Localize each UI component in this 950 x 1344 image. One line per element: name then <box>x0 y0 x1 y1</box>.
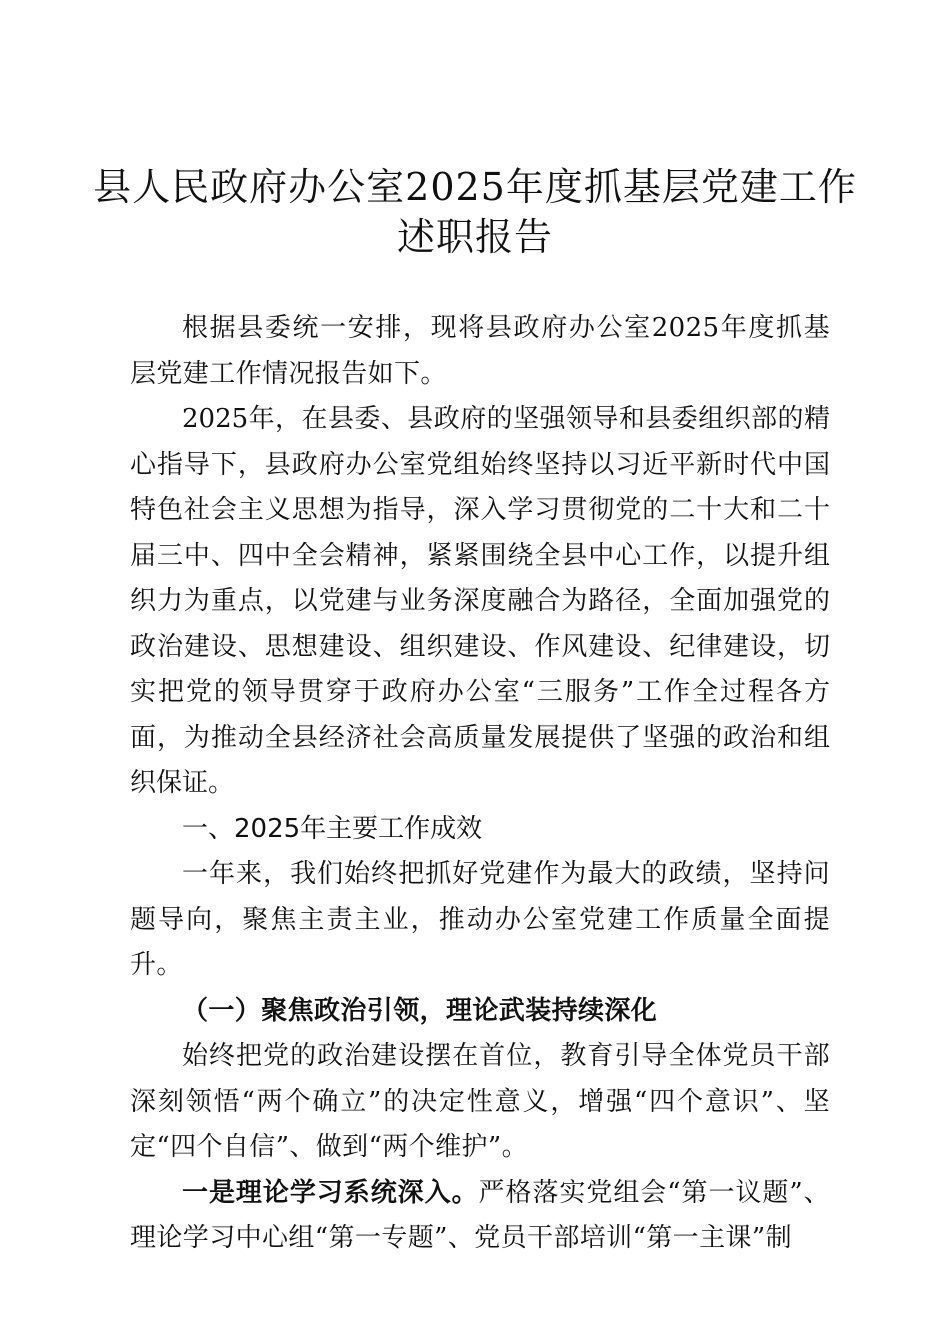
document-title-line-2: 述职报告 <box>396 215 553 259</box>
section-1-intro-paragraph: 一年来，我们始终把抓好党建作为最大的政绩，坚持问题导向，聚焦主责主业，推动办公室党建工作质量全面提升。 <box>130 859 830 980</box>
point-1-lead: 一是理论学习系统深入。 <box>182 1177 479 1208</box>
subsection-1-heading: （一）聚焦政治引领，理论武装持续深化 <box>182 995 658 1026</box>
overview-paragraph: 2025年，在县委、县政府的坚强领导和县委组织部的精心指导下，县政府办公室党组始终坚持以习近平新时代中国特色社会主义思想为指导，深入学习贯彻党的二十大和二十届三中、四中全会精神，紧紧围绕全县中心工作，以提升组织力为重点，以党建与业务深度融合为路径，全面加强党的政治建设、思想建设、组织建设、作风建设、纪律建设，切实把党的领导贯穿于政府办公室“三服务”工作全过程各方面，为推动全县经济社会高质量发展提供了坚强的政治和组织保证。 <box>130 404 830 798</box>
point-1-text: 严格落实党组会“第一议题”、理论学习中心组“第一专题”、党员干部培训“第一主课”制 <box>130 1177 830 1253</box>
section-1-heading: 一、2025年主要工作成效 <box>182 813 483 844</box>
point-1-paragraph <box>130 1171 830 1262</box>
document-body <box>130 306 830 1262</box>
subsection-1-intro-paragraph: 始终把党的政治建设摆在首位，教育引导全体党员干部深刻领悟“两个确立”的决定性意义，增强“四个意识”、坚定“四个自信”、做到“两个维护”。 <box>130 1041 830 1162</box>
document-title-line-1: 县人民政府办公室2025年度抓基层党建工作 <box>93 165 857 209</box>
intro-paragraph: 根据县委统一安排，现将县政府办公室2025年度抓基层党建工作情况报告如下。 <box>130 313 830 389</box>
